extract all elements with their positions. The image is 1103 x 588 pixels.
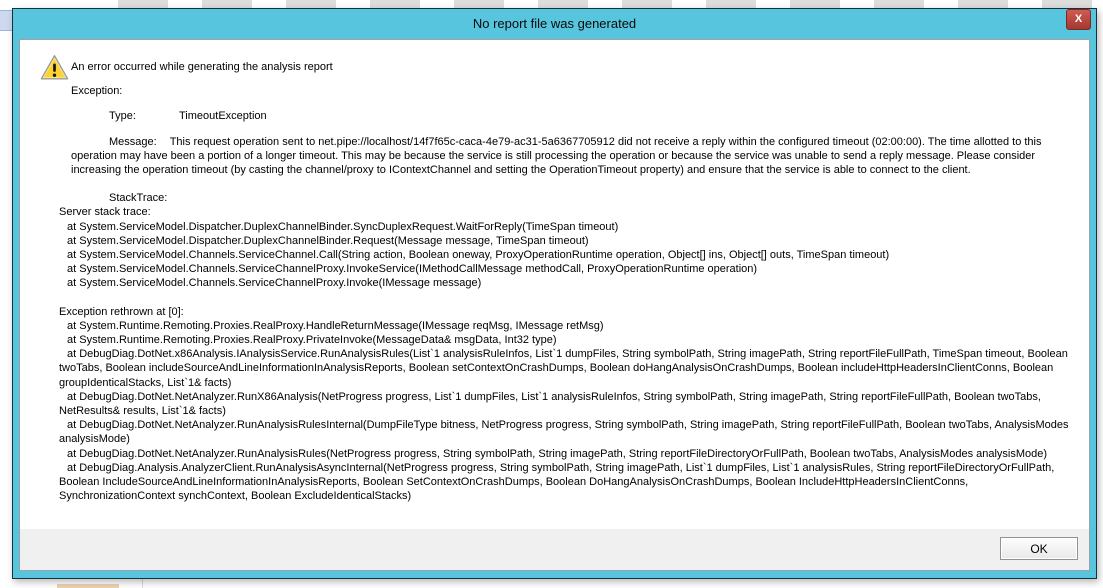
ok-button[interactable]: OK [1000, 537, 1078, 560]
stack-frame: at System.ServiceModel.Channels.ServiceChannel.Call(String action, Boolean oneway, ProxyOperationRuntime operation, Object[] ins, Object[] outs, TimeSpan timeout) [67, 249, 890, 262]
dialog-footer [20, 529, 1089, 570]
background-divider-line [142, 579, 143, 588]
stack-frame: at DebugDiag.DotNet.NetAnalyzer.RunAnalysisRulesInternal(DumpFileType bitness, NetProgress progress, String symbolPath, String imagePath, String reportFileFullPath, Boolean twoTabs, AnalysisModes analysisMode) [59, 419, 1069, 446]
error-dialog [12, 8, 1097, 579]
stack-spacer [59, 291, 1081, 305]
exception-message [71, 135, 1081, 178]
dialog-content [20, 40, 1089, 529]
dialog-body [19, 39, 1090, 571]
stack-frame: at System.Runtime.Remoting.Proxies.RealProxy.HandleReturnMessage(IMessage reqMsg, IMessage retMsg) [67, 319, 604, 332]
stack-frame: at System.ServiceModel.Dispatcher.DuplexChannelBinder.Request(Message message, TimeSpan timeout) [67, 234, 589, 247]
message-text: This request operation sent to net.pipe://localhost/14f7f65c-caca-4e79-ac31-5a6367705912 did not receive a reply within the configured timeout (02:00:00). The time allotted to this operation may have been a portion of a longer timeout. This may be because the service is still processing the operation or because the service was unable to send a reply message. Please consider increasing the operation timeout (by casting the channel/proxy to IContextChannel and setting the OperationTimeout property) and ensure that the service is able to connect to the client. [71, 135, 1042, 177]
dialog-titlebar[interactable] [13, 9, 1096, 39]
stack-frame: at System.ServiceModel.Channels.ServiceChannelProxy.Invoke(IMessage message) [67, 277, 482, 290]
exception-type-row [109, 109, 1081, 123]
stack-frame: at System.Runtime.Remoting.Proxies.RealProxy.PrivateInvoke(MessageData& msgData, Int32 type) [67, 334, 557, 347]
message-label: Message: [109, 135, 157, 148]
dialog-title: No report file was generated [472, 16, 637, 31]
stack-frame: at System.ServiceModel.Dispatcher.DuplexChannelBinder.SyncDuplexRequest.WaitForReply(TimeSpan timeout) [67, 220, 619, 233]
stack-trace [59, 205, 1081, 503]
background-window-header-strip [118, 0, 1095, 8]
stack-frame: at DebugDiag.Analysis.AnalyzerClient.RunAnalysisAsyncInternal(NetProgress progress, String symbolPath, String imagePath, List`1 dumpFiles, List`1 analysisRules, String reportFileDirectoryOrFullPath, Boolean IncludeSourceAndLineInformationInAnalysisReports, Boolean SetContextOnCrashDumps, Boolean DoHangAnalysisOnCrashDumps, Boolean IncludeHttpHeadersInClientConns, SynchronizationContext synchContext, Boolean ExcludeIdenticalStacks) [59, 461, 1055, 503]
close-button[interactable] [1066, 9, 1091, 30]
background-taskbar-fragment [57, 584, 119, 588]
error-heading: An error occurred while generating the analysis report [71, 61, 333, 73]
type-label: Type: [109, 110, 136, 123]
close-icon: X [1074, 13, 1083, 25]
server-stack-header: Server stack trace: [59, 206, 151, 219]
exception-label: Exception: [71, 85, 123, 98]
type-value: TimeoutException [179, 110, 267, 123]
stack-frame: at System.ServiceModel.Channels.ServiceChannelProxy.InvokeService(IMethodCallMessage methodCall, ProxyOperationRuntime operation) [67, 263, 758, 276]
stack-frame: at DebugDiag.DotNet.NetAnalyzer.RunAnalysisRules(NetProgress progress, String symbolPath, String imagePath, String reportFileDirectoryOrFullPath, Boolean twoTabs, AnalysisModes analysisMode) [67, 447, 1048, 460]
stack-frame: at DebugDiag.DotNet.x86Analysis.IAnalysisService.RunAnalysisRules(List`1 analysisRuleInfos, List`1 dumpFiles, String symbolPath, String imagePath, String reportFileFullPath, TimeSpan timeout, Boolean twoTabs, Boolean includeSourceAndLineInformationInAnalysisReports, Boolean setContextOnCrashDumps, Boolean doHangAnalysisOnCrashDumps, Boolean includeHttpHeadersInClientConns, Boolean groupIdenticalStacks, List`1& facts) [59, 348, 1068, 389]
stack-frame: at DebugDiag.DotNet.NetAnalyzer.RunX86Analysis(NetProgress progress, List`1 dumpFiles, List`1 analysisRuleInfos, String symbolPath, String imagePath, String reportFileFullPath, Boolean twoTabs, NetResults& results, List`1& facts) [59, 390, 1041, 418]
server-stack-frames [59, 220, 1081, 291]
rethrown-stack-header: Exception rethrown at [0]: [59, 305, 184, 318]
rethrown-stack-frames [59, 319, 1081, 504]
warning-icon [40, 54, 69, 81]
stacktrace-label: StackTrace: [109, 192, 168, 205]
